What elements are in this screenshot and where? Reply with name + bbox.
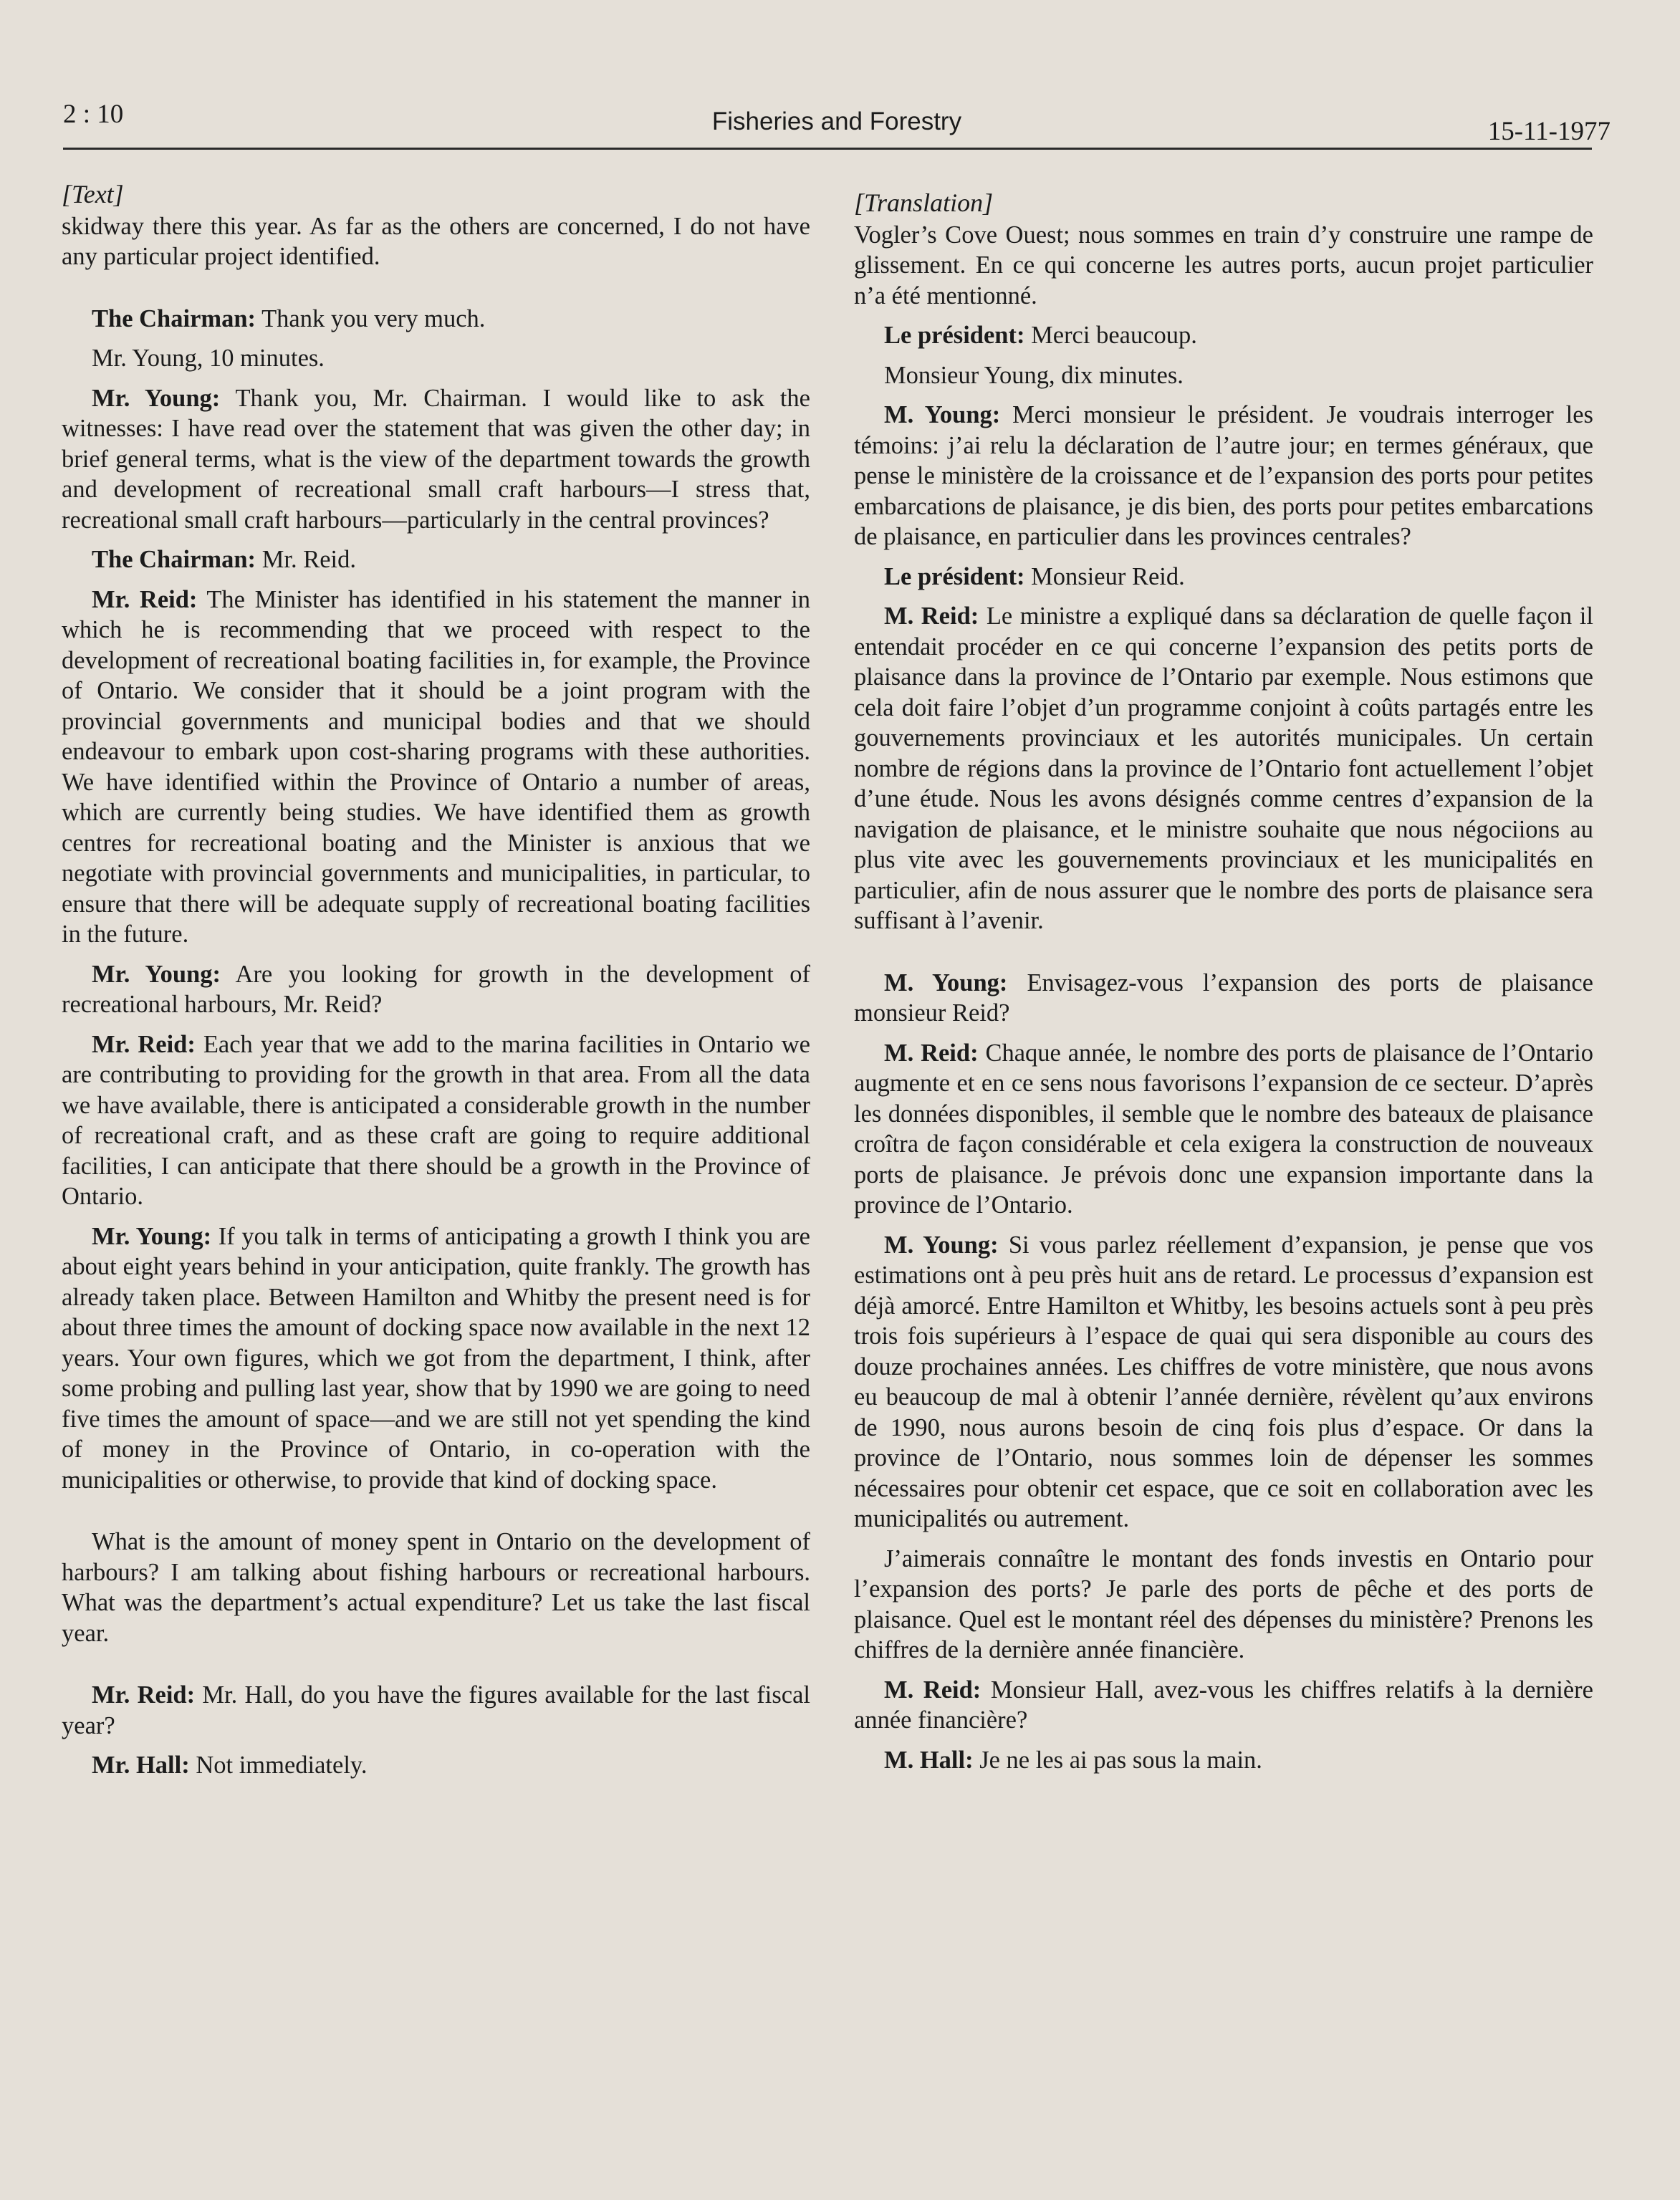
speaker-name: M. Young: [884,401,1001,428]
speaker-name: Mr. Young: [92,1222,212,1250]
speech-text: Not immediately. [189,1752,368,1779]
speech-text: Thank you very much. [256,304,486,332]
paragraph: Monsieur Young, dix minutes. [884,361,1184,389]
paragraph [62,383,810,536]
speech-text: Thank you, Mr. Chairman. I would like to ask the witnesses: I have read over the statement that was given the other day; in brief general terms, what is the view of the department towards the growth and development of recreational small craft harbours—I stress that, recreational small craft harbours—particularly in the central provinces? [62,384,810,534]
speech-text: Each year that we add to the marina facilities in Ontario we are contributing to providing for the growth in that area. From all the data we have available, there is anticipated a considerable growth in the number of recreational craft, and as these craft are going to require additional facilities, I can anticipate that there should be a growth in the Province of Ontario. [62,1030,810,1210]
paragraph [62,1029,810,1212]
speaker-name: M. Reid: [884,602,979,630]
speech-text: The Minister has identified in his statement the manner in which he is recommending that we proceed with respect to the development of recreational boating facilities in, for example, the Province of Ontario. We consider that it should be a joint program with the provincial governments and municipal bodies and that we should endeavour to embark upon cost-sharing programs with these authorities. We have identified within the Province of Ontario a number of areas, which are currently being studies. We have identified them as growth centres for recreational boating and the Minister is anxious that we negotiate with provincial governments and municipalities, in particular, to ensure that there will be adequate supply of recreational boating facilities in the future. [62,585,810,948]
paragraph: Vogler’s Cove Ouest; nous sommes en train d’y construire une rampe de glissement. En ce qui concerne les autres ports, aucun projet particulier n’a été mentionné. [854,221,1593,309]
speaker-name: Mr. Reid: [92,1030,196,1058]
speech-text: Monsieur Reid. [1024,562,1185,590]
speaker-name: Mr. Young: [92,384,221,412]
speech-text: Are you looking for growth in the development of recreational harbours, Mr. Reid? [62,960,810,1018]
speaker-name: M. Young: [884,1231,999,1259]
speaker-name: M. Young: [884,969,1008,996]
paragraph [62,585,810,950]
running-header [63,99,1611,149]
speaker-name: The Chairman: [92,304,256,332]
header-rule [63,148,1592,150]
speech-text: Je ne les ai pas sous la main. [973,1746,1262,1774]
speech-text: Mr. Hall, do you have the figures available for the last fiscal year? [62,1681,810,1739]
english-column [62,179,810,1790]
speaker-name: M. Reid: [884,1676,981,1704]
speaker-name: Le président: [884,562,1025,590]
speaker-name: M. Reid: [884,1039,979,1067]
paragraph [62,1750,810,1781]
page-date: 15-11-1977 [1487,117,1611,146]
speech-text: Chaque année, le nombre des ports de plaisance de l’Ontario augmente et en ce sens nous favorisons l’expansion de ce secteur. D’après les données disponibles, il semble que le nombre des bateaux de plaisance croîtra de façon considérable et cela exigera la construction de nouveaux ports de plaisance. Je prévois donc une expansion importante dans la province de l’Ontario. [854,1039,1593,1219]
speech-text: Merci beaucoup. [1024,322,1197,349]
speech-text: Mr. Reid. [256,546,356,573]
paragraph [62,1680,810,1741]
speech-text: Monsieur Hall, avez-vous les chiffres relatifs à la dernière année financière? [854,1676,1593,1734]
paragraph [854,1038,1593,1221]
paragraph: What is the amount of money spent in Ontario on the development of harbours? I am talking about fishing harbours or recreational harbours. What was the department’s actual expenditure? Let us take the last fiscal year. [62,1528,810,1647]
page-title: Fisheries and Forestry [711,107,962,135]
speaker-name: Le président: [884,322,1025,349]
page-number: 2 : 10 [63,100,124,129]
speaker-name: The Chairman: [92,546,256,573]
column-label: [Text] [62,180,124,208]
paragraph [854,1230,1593,1534]
paragraph [854,1745,1593,1776]
speaker-name: Mr. Reid: [92,1681,196,1709]
column-label: [Translation] [854,188,994,217]
paragraph [854,320,1593,351]
paragraph: skidway there this year. As far as the others are concerned, I do not have any particular project identified. [62,212,810,270]
french-column [854,188,1593,1785]
paragraph [854,1675,1593,1736]
paragraph [62,959,810,1020]
paragraph: J’aimerais connaître le montant des fonds investis en Ontario pour l’expansion des ports? Je parle des ports de pêche et des ports de plaisance. Quel est le montant réel des dépenses du ministère? Prenons les chiffres de la dernière année financière. [854,1545,1593,1663]
speech-text: Si vous parlez réellement d’expansion, je pense que vos estimations ont à peu près huit ans de retard. Le processus d’expansion est déjà amorcé. Entre Hamilton et Whitby, les besoins actuels sont à peu près trois fois supérieurs à l’espace de quai qui sera disponible au cours des douze prochaines années. Les chiffres de votre ministère, que nous avons eu beaucoup de mal à obtenir l’année dernière, révèlent qu’aux environs de 1990, nous aurons besoin de cinq fois plus d’espace. Or dans la province de l’Ontario, nous sommes loin de dépenser les sommes nécessaires pour obtenir cet espace, que ce soit en collaboration avec les municipalités ou autrement. [854,1231,1593,1532]
speaker-name: M. Hall: [884,1746,974,1774]
paragraph [854,400,1593,552]
speaker-name: Mr. Reid: [92,585,198,613]
paragraph [854,968,1593,1029]
speech-text: Envisagez-vous l’expansion des ports de plaisance monsieur Reid? [854,969,1593,1027]
paragraph [62,1221,810,1496]
speaker-name: Mr. Hall: [92,1752,190,1779]
speech-text: If you talk in terms of anticipating a growth I think you are about eight years behind in your anticipation, quite frankly. The growth has already taken place. Between Hamilton and Whitby the present need is for about three times the amount of docking space now available in the next 12 years. Your own figures, which we got from the department, I think, after some probing and pulling last year, show that by 1990 we are going to need five times the amount of space—and we are still not yet spending the kind of money in the Province of Ontario, in co-operation with the municipalities or otherwise, to provide that kind of docking space. [62,1222,810,1494]
paragraph: Mr. Young, 10 minutes. [92,345,325,372]
paragraph [854,562,1593,592]
paragraph [62,304,810,335]
speech-text: Merci monsieur le président. Je voudrais interroger les témoins: j’ai relu la déclaration de l’autre jour; en termes généraux, que pense le ministère de la croissance et de l’expansion des ports pour petites embarcations de plaisance, je dis bien, des ports pour petites embarcations de plaisance, en particulier dans les provinces centrales? [854,401,1593,550]
speaker-name: Mr. Young: [92,960,221,988]
speech-text: Le ministre a expliqué dans sa déclaration de quelle façon il entendait procéder en ce qui concerne l’expansion des petits ports de plaisance dans la province de l’Ontario par exemple. Nous estimons que cela doit faire l’objet d’un programme conjoint à coûts partagés entre les gouvernements provinciaux et les autorités municipales. Un certain nombre de régions dans la province de l’Ontario font actuellement l’objet d’une étude. Nous les avons désignés comme centres d’expansion de la navigation de plaisance, et le ministre souhaite que nous négociions au plus vite avec les gouvernements provinciaux et les municipalités en particulier, afin de nous assurer que le nombre des ports de plaisance sera suffisant à l’avenir. [854,602,1593,934]
paragraph [854,601,1593,936]
paragraph [62,544,810,575]
